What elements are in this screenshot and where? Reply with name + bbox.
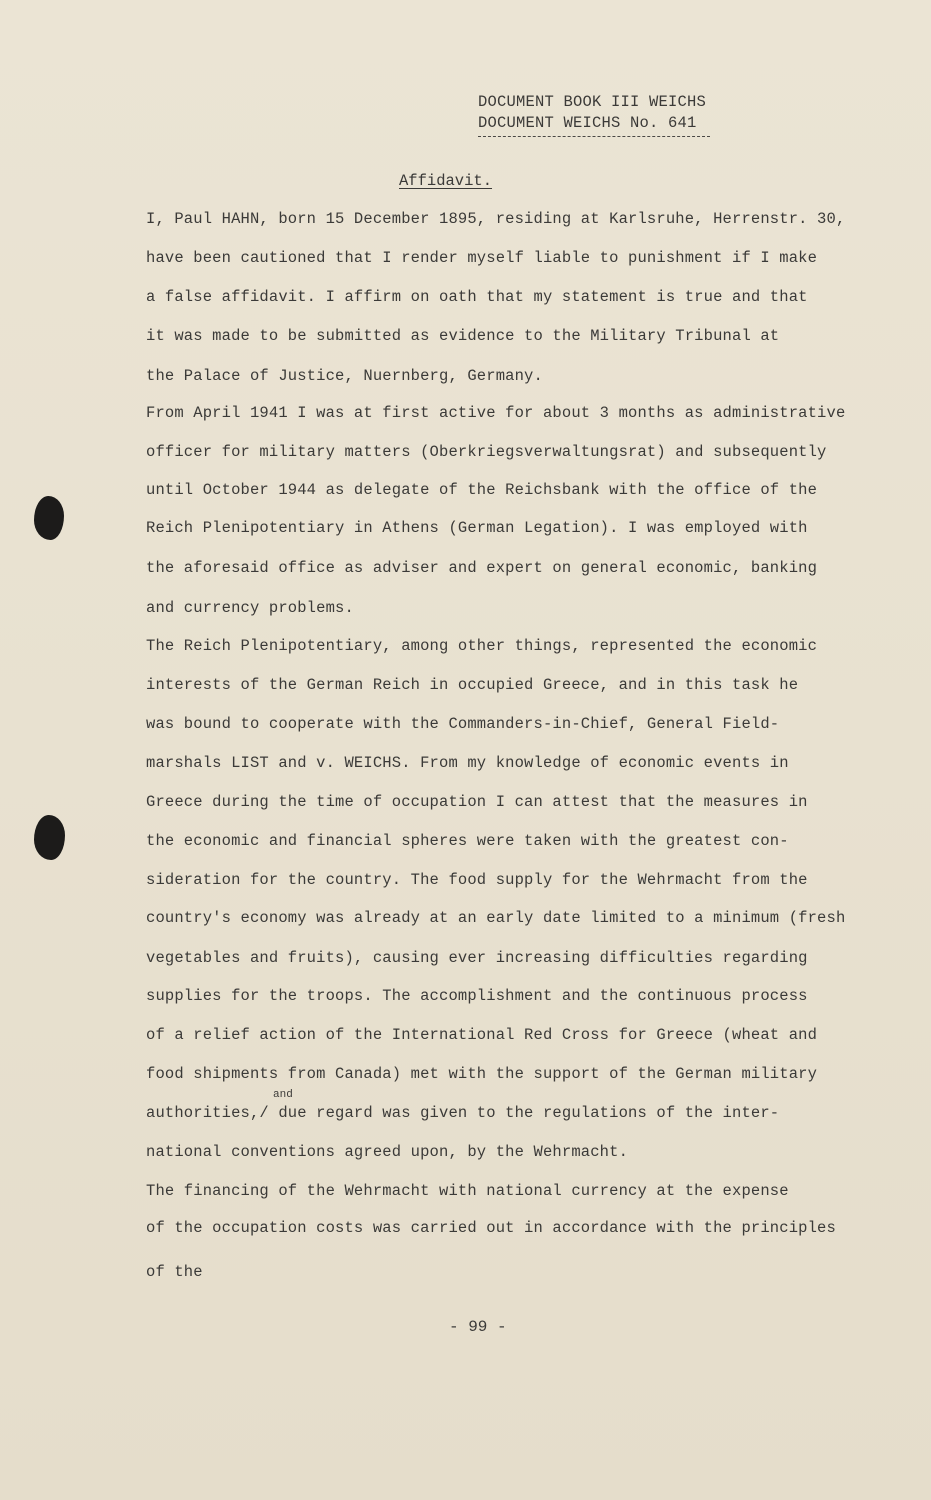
body-line: the economic and financial spheres were taken with the greatest con- [146, 832, 789, 850]
header-rule [478, 134, 710, 137]
body-line: food shipments from Canada) met with the support of the German military [146, 1065, 818, 1083]
body-line: I, Paul HAHN, born 15 December 1895, residing at Karlsruhe, Herrenstr. 30, [146, 210, 846, 228]
body-line: The financing of the Wehrmacht with national currency at the expense [146, 1182, 789, 1200]
document-title: Affidavit. [399, 172, 493, 190]
punch-hole-lower [34, 815, 65, 860]
body-line: From April 1941 I was at first active for about 3 months as administrative [146, 404, 846, 422]
body-line: until October 1944 as delegate of the Reichsbank with the office of the [146, 481, 818, 499]
body-line: sideration for the country. The food supply for the Wehrmacht from the [146, 871, 808, 889]
page-number: - 99 - [449, 1318, 507, 1336]
body-line: have been cautioned that I render myself liable to punishment if I make [146, 249, 818, 267]
body-line: country's economy was already at an early date limited to a minimum (fresh [146, 909, 846, 927]
body-line: supplies for the troops. The accomplishment and the continuous process [146, 987, 808, 1005]
body-line: authorities,/ due regard was given to the regulations of the inter- [146, 1104, 780, 1122]
header-line-book: DOCUMENT BOOK III WEICHS [478, 93, 707, 111]
body-line: The Reich Plenipotentiary, among other things, represented the economic [146, 637, 818, 655]
body-line: it was made to be submitted as evidence to the Military Tribunal at [146, 327, 780, 345]
body-line: was bound to cooperate with the Commanders-in-Chief, General Field- [146, 715, 780, 733]
document-header [478, 92, 710, 137]
body-line: of the occupation costs was carried out in accordance with the principles [146, 1219, 836, 1237]
body-line: the Palace of Justice, Nuernberg, Germany. [146, 367, 543, 385]
body-line: and currency problems. [146, 599, 354, 617]
body-line: of the [146, 1263, 203, 1281]
body-line: vegetables and fruits), causing ever increasing difficulties regarding [146, 949, 808, 967]
header-line-number: DOCUMENT WEICHS No. 641 [478, 114, 697, 132]
body-line: Reich Plenipotentiary in Athens (German Legation). I was employed with [146, 519, 808, 537]
body-line: officer for military matters (Oberkriegsverwaltungsrat) and subsequently [146, 443, 827, 461]
body-line: a false affidavit. I affirm on oath that my statement is true and that [146, 288, 808, 306]
punch-hole-upper [34, 496, 64, 540]
body-line: the aforesaid office as adviser and expert on general economic, banking [146, 559, 818, 577]
body-line: marshals LIST and v. WEICHS. From my knowledge of economic events in [146, 754, 789, 772]
body-line: of a relief action of the International Red Cross for Greece (wheat and [146, 1026, 818, 1044]
handwritten-insert: and [273, 1089, 293, 1101]
body-line: national conventions agreed upon, by the Wehrmacht. [146, 1143, 629, 1161]
body-line: interests of the German Reich in occupied Greece, and in this task he [146, 676, 799, 694]
body-line: Greece during the time of occupation I can attest that the measures in [146, 793, 808, 811]
